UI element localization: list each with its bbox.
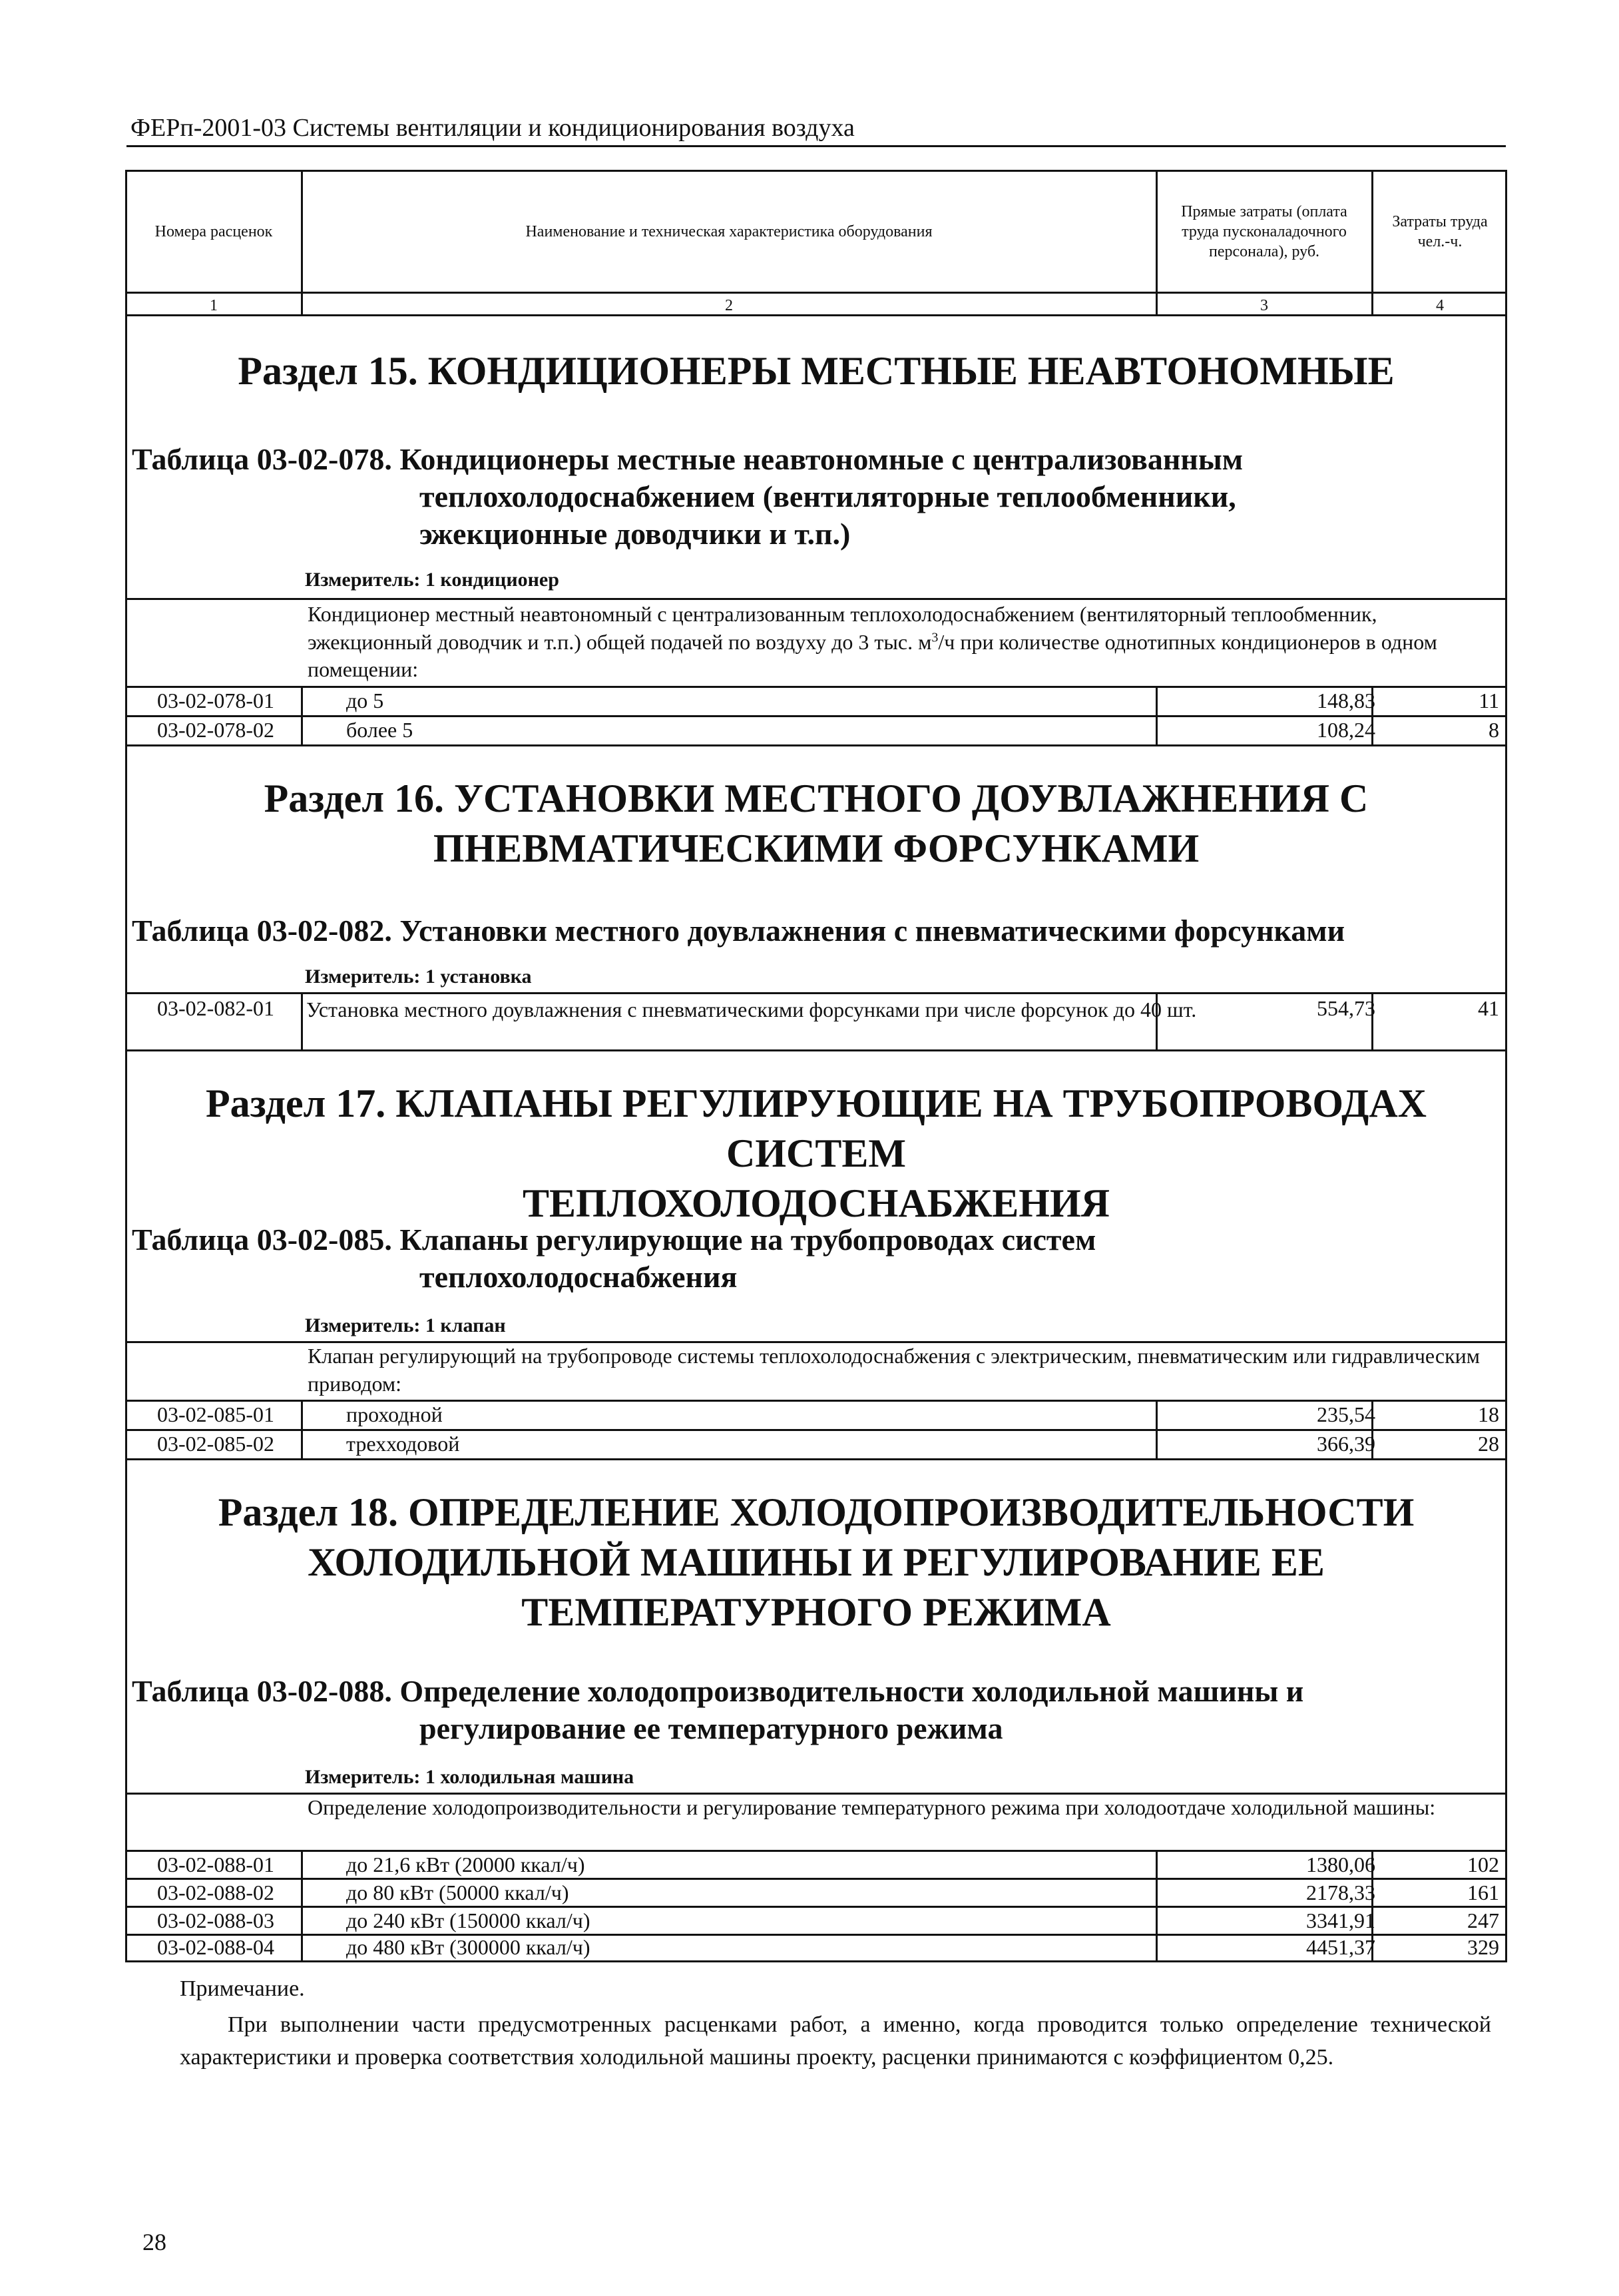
- row-name: до 240 кВт (150000 ккал/ч): [346, 1908, 590, 1932]
- grid-line: [125, 715, 1507, 717]
- header-col-name: Наименование и техническая характеристика оборудования: [525, 223, 933, 240]
- row-cost: 235,54: [1317, 1402, 1375, 1426]
- running-header: ФЕРп-2001-03 Системы вентиляции и кондиционирования воздуха: [130, 114, 855, 142]
- row-code: 03-02-085-02: [157, 1432, 274, 1456]
- grid-line: [125, 744, 1507, 746]
- section-title-line: ТЕПЛОХОЛОДОСНАБЖЕНИЯ: [523, 1181, 1110, 1225]
- superscript: 3: [931, 629, 939, 645]
- row-labor: 28: [1478, 1432, 1499, 1456]
- row-code: 03-02-078-01: [157, 689, 274, 713]
- table-title-line: теплохолодоснабжением (вентиляторные теплообменники,: [419, 479, 1236, 514]
- section-16-title: [126, 774, 1506, 874]
- grid-line: [125, 292, 1507, 294]
- row-name: до 5: [346, 689, 384, 713]
- table-088-title: [132, 1673, 1303, 1747]
- desc-text: Кондиционер местный неавтономный с централизованным теплохолодоснабжением (вентиляторный теплообменник, эжекционный доводчик и т.п.) общей подачей по воздуху до 3 тыс. м: [308, 602, 1377, 654]
- description-088: Определение холодопроизводительности и регулирование температурного режима при холодоотдаче холодильной машины:: [308, 1795, 1436, 1819]
- row-name: более 5: [346, 718, 413, 742]
- note-label: Примечание.: [180, 1976, 305, 2001]
- section-title-line: Раздел 16. УСТАНОВКИ МЕСТНОГО ДОУВЛАЖНЕНИЯ С: [264, 776, 1369, 820]
- table-title-line: Таблица 03-02-078. Кондиционеры местные неавтономные с централизованным: [132, 442, 1244, 476]
- row-cost: 108,24: [1317, 718, 1375, 742]
- measure-085: Измеритель: 1 клапан: [305, 1314, 506, 1336]
- grid-line: [125, 1960, 1507, 1962]
- section-18-title: [126, 1488, 1506, 1637]
- row-labor: 329: [1467, 1935, 1499, 1959]
- row-cost: 4451,37: [1306, 1935, 1375, 1959]
- grid-line: [125, 686, 1507, 688]
- section-17-title: [126, 1079, 1506, 1229]
- grid-line: [125, 1049, 1507, 1051]
- row-labor: 11: [1479, 689, 1499, 713]
- row-name: трехходовой: [346, 1432, 460, 1456]
- section-title-line: Раздел 18. ОПРЕДЕЛЕНИЕ ХОЛОДОПРОИЗВОДИТЕЛЬНОСТИ: [218, 1490, 1415, 1534]
- table-085-title: [132, 1221, 1096, 1296]
- desc-text: /ч при количестве однотипных кондиционеров в одном помещении:: [308, 629, 1437, 682]
- col-number: 2: [725, 297, 733, 314]
- header-rule: [126, 145, 1506, 147]
- grid-line: [1371, 170, 1373, 314]
- col-number: 1: [210, 297, 218, 314]
- grid-line: [125, 1429, 1507, 1431]
- table-title-line: эжекционные доводчики и т.п.): [419, 517, 851, 551]
- row-cost: 2178,33: [1306, 1880, 1375, 1904]
- grid-line: [125, 1458, 1507, 1460]
- description-085: Клапан регулирующий на трубопроводе системы теплохолодоснабжения с электрическим, пневматическим или гидравлическим приводом:: [308, 1344, 1481, 1396]
- grid-line: [301, 170, 303, 314]
- section-title-line: Раздел 17. КЛАПАНЫ РЕГУЛИРУЮЩИЕ НА ТРУБОПРОВОДАХ СИСТЕМ: [205, 1081, 1427, 1175]
- row-name: проходной: [346, 1402, 443, 1426]
- col-number: 3: [1260, 297, 1268, 314]
- grid-line: [125, 1850, 1507, 1852]
- section-title-line: ТЕМПЕРАТУРНОГО РЕЖИМА: [521, 1590, 1111, 1634]
- row-cost: 148,83: [1317, 689, 1375, 713]
- row-name: до 480 кВт (300000 ккал/ч): [346, 1935, 590, 1959]
- row-labor: 247: [1467, 1908, 1499, 1932]
- section-title-line: ХОЛОДИЛЬНОЙ МАШИНЫ И РЕГУЛИРОВАНИЕ ЕЕ: [308, 1540, 1325, 1584]
- row-labor: 102: [1467, 1853, 1499, 1876]
- col-number: 4: [1436, 297, 1444, 314]
- row-code: 03-02-088-01: [157, 1853, 274, 1876]
- table-title-line: Таблица 03-02-082. Установки местного доувлажнения с пневматическими форсунками: [132, 914, 1345, 948]
- row-labor: 18: [1478, 1402, 1499, 1426]
- table-title-line: Таблица 03-02-085. Клапаны регулирующие на трубопроводах систем: [132, 1223, 1096, 1257]
- header-col-codes: Номера расценок: [154, 223, 273, 240]
- measure-082: Измеритель: 1 установка: [305, 966, 532, 988]
- table-title-line: Таблица 03-02-088. Определение холодопроизводительности холодильной машины и: [132, 1674, 1304, 1708]
- row-code: 03-02-082-01: [157, 996, 274, 1020]
- row-code: 03-02-078-02: [157, 718, 274, 742]
- measure-088: Измеритель: 1 холодильная машина: [305, 1766, 634, 1788]
- note-text: При выполнении части предусмотренных расценками работ, а именно, когда проводится только определение технической характеристики и проверка соответствия холодильной машины проекту, расценки принимаются с коэффициентом 0,25.: [180, 2012, 1491, 2070]
- row-cost: 1380,06: [1306, 1853, 1375, 1876]
- row-cost: 554,73: [1317, 996, 1375, 1020]
- row-cost: 3341,91: [1306, 1908, 1375, 1932]
- row-labor: 41: [1478, 996, 1499, 1020]
- grid-line: [125, 598, 1507, 600]
- header-col-labor: Затраты труда чел.-ч.: [1392, 213, 1488, 250]
- grid-line: [1156, 170, 1158, 314]
- row-labor: 8: [1489, 718, 1499, 742]
- table-title-line: регулирование ее температурного режима: [419, 1711, 1003, 1746]
- row-name: до 21,6 кВт (20000 ккал/ч): [346, 1853, 585, 1876]
- grid-line: [125, 170, 1507, 172]
- header-col-cost: Прямые затраты (оплата труда пусконаладочного персонала), руб.: [1181, 203, 1347, 260]
- measure-078: Измеритель: 1 кондиционер: [305, 569, 559, 591]
- section-title-line: ПНЕВМАТИЧЕСКИМИ ФОРСУНКАМИ: [433, 826, 1200, 870]
- grid-line: [125, 1906, 1507, 1908]
- description-078: [308, 601, 1499, 684]
- row-name: Установка местного доувлажнения с пневматическими форсунками при числе форсунок до 40 шт.: [306, 998, 1197, 1021]
- row-name: до 80 кВт (50000 ккал/ч): [346, 1880, 569, 1904]
- page-number: 28: [142, 2229, 166, 2255]
- grid-line: [125, 1400, 1507, 1402]
- table-title-line: теплохолодоснабжения: [419, 1260, 738, 1294]
- table-078-title: [132, 441, 1243, 553]
- row-cost: 366,39: [1317, 1432, 1375, 1456]
- row-code: 03-02-085-01: [157, 1402, 274, 1426]
- row-code: 03-02-088-02: [157, 1880, 274, 1904]
- row-code: 03-02-088-04: [157, 1935, 274, 1959]
- row-labor: 161: [1467, 1880, 1499, 1904]
- row-code: 03-02-088-03: [157, 1908, 274, 1932]
- grid-line: [125, 1878, 1507, 1880]
- section-15-title: Раздел 15. КОНДИЦИОНЕРЫ МЕСТНЫЕ НЕАВТОНОМНЫЕ: [238, 349, 1395, 393]
- table-082-title: [132, 912, 1345, 950]
- grid-line: [125, 992, 1507, 994]
